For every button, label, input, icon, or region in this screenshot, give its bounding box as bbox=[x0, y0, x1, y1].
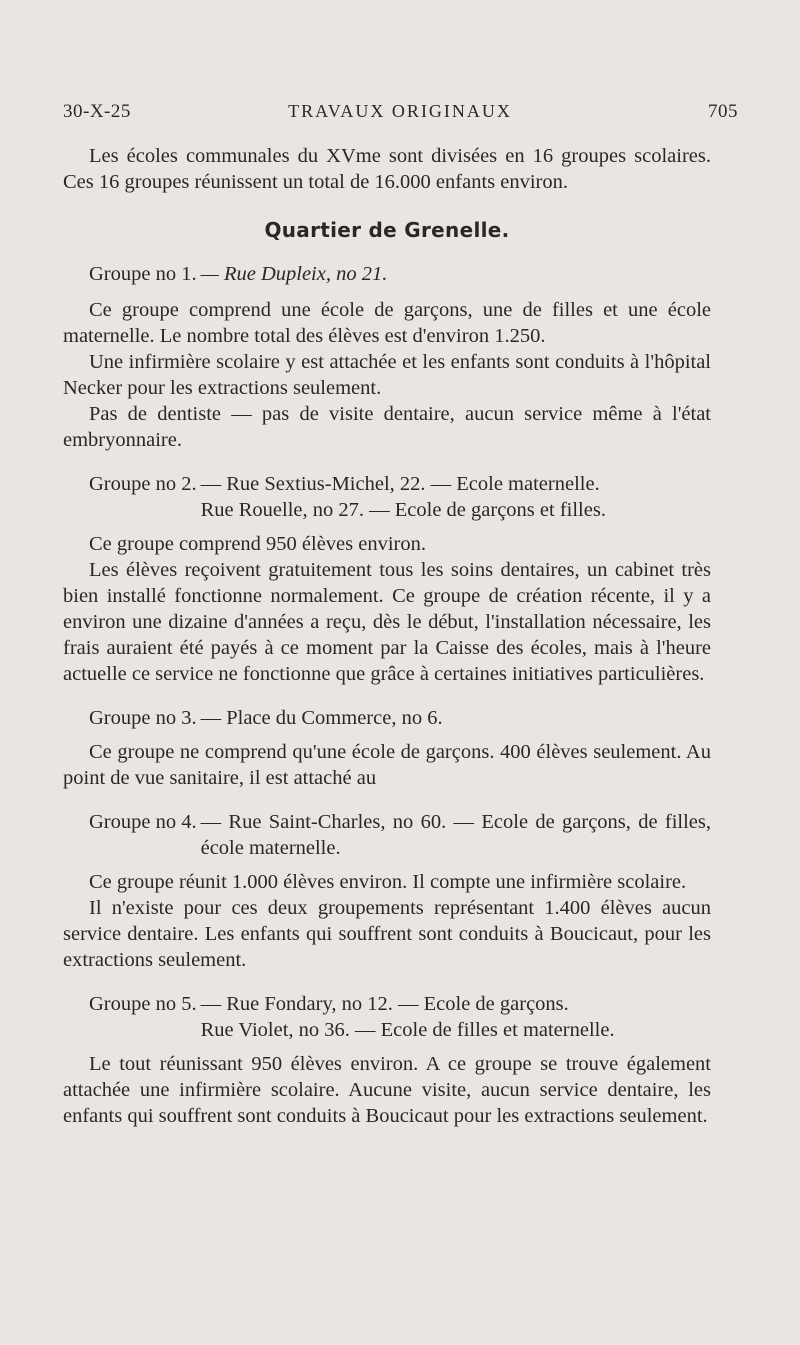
group-heading bbox=[63, 991, 711, 1043]
group-address: — Rue Fondary, no 12. — Ecole de garçons. bbox=[200, 993, 569, 1015]
paragraph: Il n'existe pour ces deux groupements représentant 1.400 élèves aucun service dentaire. Les enfants qui souffrent sont conduits à Boucicaut, pour les extractions seulement. bbox=[63, 897, 711, 971]
paragraph: Une infirmière scolaire y est attachée et les enfants sont conduits à l'hôpital Necker pour les extractions seulement. bbox=[63, 351, 711, 399]
paragraph: Les élèves reçoivent gratuitement tous les soins dentaires, un cabinet très bien installé fonctionne normalement. Ce groupe de création récente, il y a environ une dizaine d'années a reçu, dès le début, l'installation nécessaire, les frais auraient été payés à ce moment par la Caisse des écoles, mais à l'heure actuelle ce service ne fonctionne que grâce à certaines initiatives particulières. bbox=[63, 559, 711, 685]
paragraph: Ce groupe ne comprend qu'une école de garçons. 400 élèves seulement. Au point de vue sanitaire, il est attaché au bbox=[63, 741, 711, 789]
paragraph: Ce groupe réunit 1.000 élèves environ. Il compte une infirmière scolaire. bbox=[89, 871, 687, 893]
paragraph: Ce groupe comprend 950 élèves environ. bbox=[89, 533, 427, 555]
group-heading bbox=[63, 809, 711, 861]
group-address: Rue Rouelle, no 27. — Ecole de garçons et filles. bbox=[200, 499, 606, 521]
group-label: Groupe no 2. bbox=[89, 473, 197, 495]
paragraph: Ce groupe comprend une école de garçons, une de filles et une école maternelle. Le nombre total des élèves est d'environ 1.250. bbox=[63, 299, 711, 347]
section-heading: Quartier de Grenelle. bbox=[264, 218, 510, 242]
group-address: Rue Violet, no 36. — Ecole de filles et maternelle. bbox=[200, 1019, 615, 1041]
group-label: Groupe no 3. bbox=[89, 707, 197, 729]
group-heading bbox=[63, 705, 711, 731]
group-label: Groupe no 1. bbox=[89, 263, 197, 285]
paragraph: Pas de dentiste — pas de visite dentaire, aucun service même à l'état embryonnaire. bbox=[63, 403, 711, 451]
group-address: — Rue Dupleix, no 21. bbox=[200, 263, 388, 285]
group-address: — Place du Commerce, no 6. bbox=[200, 707, 443, 729]
group-heading bbox=[63, 471, 711, 523]
group-label: Groupe no 5. bbox=[89, 993, 197, 1015]
intro-paragraph: Les écoles communales du XVme sont divisées en 16 groupes scolaires. Ces 16 groupes réunissent un total de 16.000 enfants environ. bbox=[63, 145, 711, 193]
issue-date: 30-X-25 bbox=[63, 101, 131, 122]
group-address: — Rue Sextius-Michel, 22. — Ecole maternelle. bbox=[200, 473, 600, 495]
text-column bbox=[63, 143, 711, 1129]
running-title: TRAVAUX ORIGINAUX bbox=[288, 101, 512, 121]
paragraph: Le tout réunissant 950 élèves environ. A ce groupe se trouve également attachée une infirmière scolaire. Aucune visite, aucun service dentaire, les enfants qui souffrent sont conduits à Boucicaut pour les extractions seulement. bbox=[63, 1053, 711, 1127]
group-label: Groupe no 4. bbox=[89, 811, 197, 833]
group-address: — Rue Saint-Charles, no 60. — Ecole de garçons, de filles, école maternelle. bbox=[200, 811, 711, 859]
group-heading bbox=[63, 261, 711, 287]
page-number: 705 bbox=[708, 101, 738, 122]
